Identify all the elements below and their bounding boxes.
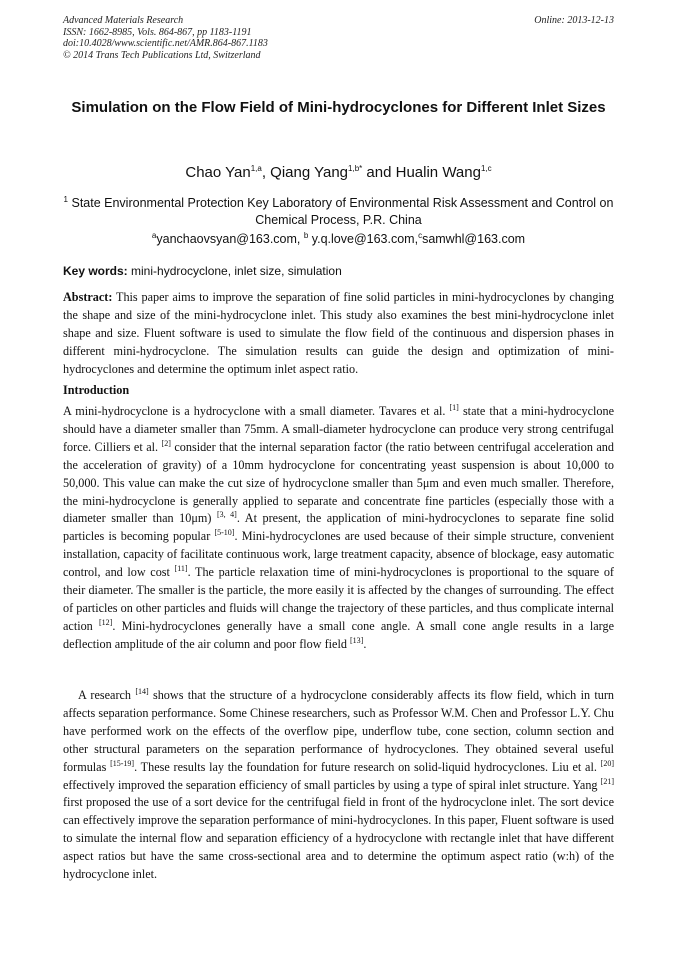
paragraph-text: A mini-hydrocyclone is a hydrocyclone with a small diameter. Tavares et al.: [63, 404, 450, 418]
author-affiliation-mark: 1,c: [480, 164, 492, 173]
email-address: samwhl@163.com: [422, 232, 526, 246]
paragraph-text: shows that the structure of a hydrocyclone considerably affects its flow field, which in turn affects separation performance. Some Chinese researchers, such as Professor W.M. Chen and Professor L.Y. Chu have performed work on the effects of the overflow pipe, underflow tube, cone section, column section and other structural parameters on the separation performance of hydrocyclones. They obtained several useful formulas: [63, 688, 614, 774]
section-heading-introduction: Introduction: [63, 383, 130, 397]
journal-copyright: © 2014 Trans Tech Publications Ltd, Switzerland: [63, 49, 261, 61]
author-name: Chao Yan: [185, 164, 251, 181]
paragraph-text: . These results lay the foundation for future research on solid-liquid hydrocyclones. Liu et al.: [134, 759, 601, 774]
citation-ref: [1]: [449, 402, 459, 412]
email-mark: b: [303, 230, 309, 240]
abstract-label: Abstract:: [63, 290, 113, 304]
citation-ref: [12]: [99, 617, 113, 627]
affiliation-mark: 1: [63, 194, 68, 204]
email-mark: c: [418, 230, 423, 240]
paragraph-text: A research: [78, 688, 136, 702]
email-address: y.q.love@163.com,: [308, 232, 419, 246]
paragraph-text: consider that the internal separation factor (the ratio between centrifugal acceleration and the acceleration of gravity) of a 10mm hydrocyclone for concentrating yeast suspension is about 10,000 to 50,000. This value can make the cut size of hydrocyclone smaller than 5μm and even much smaller. Therefore, the mini-hydrocyclone is generally applied to separate and concentrate fine particles (especially those with a diameter smaller than 10μm): [63, 439, 614, 526]
author-name: Hualin Wang: [395, 164, 481, 181]
email-mark: a: [151, 230, 157, 240]
journal-issn: ISSN: 1662-8985, Vols. 864-867, pp 1183-1191: [63, 26, 252, 38]
online-date: Online: 2013-12-13: [534, 15, 614, 26]
paragraph-text: . At present, the application of mini-hydrocyclones to separate fine solid particles is becoming popular: [63, 511, 614, 544]
intro-paragraph-2: [63, 687, 614, 884]
citation-ref: [15-19]: [110, 758, 135, 768]
author-emails: [63, 231, 614, 248]
paragraph-text: .: [363, 636, 367, 651]
paragraph-text: effectively improved the separation efficiency of small particles by using a type of spiral inlet structure. Yang: [63, 777, 601, 792]
affiliation: [63, 195, 614, 229]
abstract: [63, 289, 614, 379]
citation-ref: [21]: [600, 776, 614, 786]
author-name: Qiang Yang: [270, 164, 349, 181]
citation-ref: [13]: [350, 635, 364, 645]
affiliation-text: State Environmental Protection Key Laboratory of Environmental Risk Assessment and Control on Chemical Process, P.R. China: [71, 196, 614, 227]
author-affiliation-mark: 1,a: [250, 164, 262, 173]
paragraph-text: . The particle relaxation time of mini-hydrocyclones is proportional to the square of their diameter. The smaller is the particle, the more easily it is affected by the changes of surrounding. The effect of particles on other particles and fluids will change the trajectory of these particles, and thus complicate internal action: [63, 565, 614, 633]
citation-ref: [20]: [600, 758, 614, 768]
paragraph-text: . Mini-hydrocyclones generally have a small cone angle. A small cone angle results in a large deflection amplitude of the air column and poor flow field: [63, 618, 615, 651]
citation-ref: [11]: [174, 564, 188, 574]
citation-ref: [5-10]: [214, 528, 235, 538]
intro-paragraph-1: [63, 403, 614, 654]
citation-ref: [14]: [135, 686, 149, 696]
keywords: [63, 263, 614, 279]
citation-ref: [3, 4]: [217, 510, 237, 520]
keywords-label: Key words:: [63, 264, 128, 278]
journal-name: Advanced Materials Research: [63, 15, 184, 26]
author-separator: ,: [261, 164, 271, 181]
author-affiliation-mark: 1,b*: [348, 164, 363, 173]
author-separator: and: [362, 164, 396, 181]
journal-header: [63, 15, 614, 61]
journal-doi: doi:10.4028/www.scientific.net/AMR.864-867.1183: [63, 38, 268, 49]
email-address: yanchaovsyan@163.com,: [156, 232, 304, 246]
abstract-text: This paper aims to improve the separation of fine solid particles in mini-hydrocyclones by changing the shape and size of the mini-hydrocyclone inlet. This study also examines the best mini-hydrocyclone inlet shape and size. Fluent software is used to simulate the flow field of the continuous and dispersion phases in different mini-hydrocyclone. The simulation results can guide the design and optimization of mini-hydrocyclones and determine the optimum inlet aspect ratio.: [63, 290, 614, 376]
paragraph-text: first proposed the use of a sort device for the centrifugal field in front of the hydrocyclone inlet. The sort device can effectively improve the separation performance of mini-hydrocyclones. In this paper, Fluent software is used to simulate the internal flow and separation efficiency of a hydrocyclone with rectangle inlet that have different aspect ratios but have the same cross-sectional area and to determine the optimum aspect ratio (w:h) of the hydrocyclone inlet.: [63, 795, 614, 882]
keywords-text: mini-hydrocyclone, inlet size, simulation: [127, 264, 342, 278]
author-list: [63, 163, 614, 183]
paper-title: Simulation on the Flow Field of Mini-hydrocyclones for Different Inlet Sizes: [71, 99, 606, 116]
citation-ref: [2]: [161, 438, 171, 448]
paragraph-text: . Mini-hydrocyclones are used because of their simple structure, convenient installation, capacity of facilitate continuous work, large treatment capacity, absence of blockage, easy automatic control, and low cost: [63, 529, 614, 580]
paragraph-text: state that a mini-hydrocyclone should have a diameter smaller than 75mm. A small-diameter hydrocyclone can produce very strong centrifugal force. Cilliers et al.: [63, 404, 614, 454]
